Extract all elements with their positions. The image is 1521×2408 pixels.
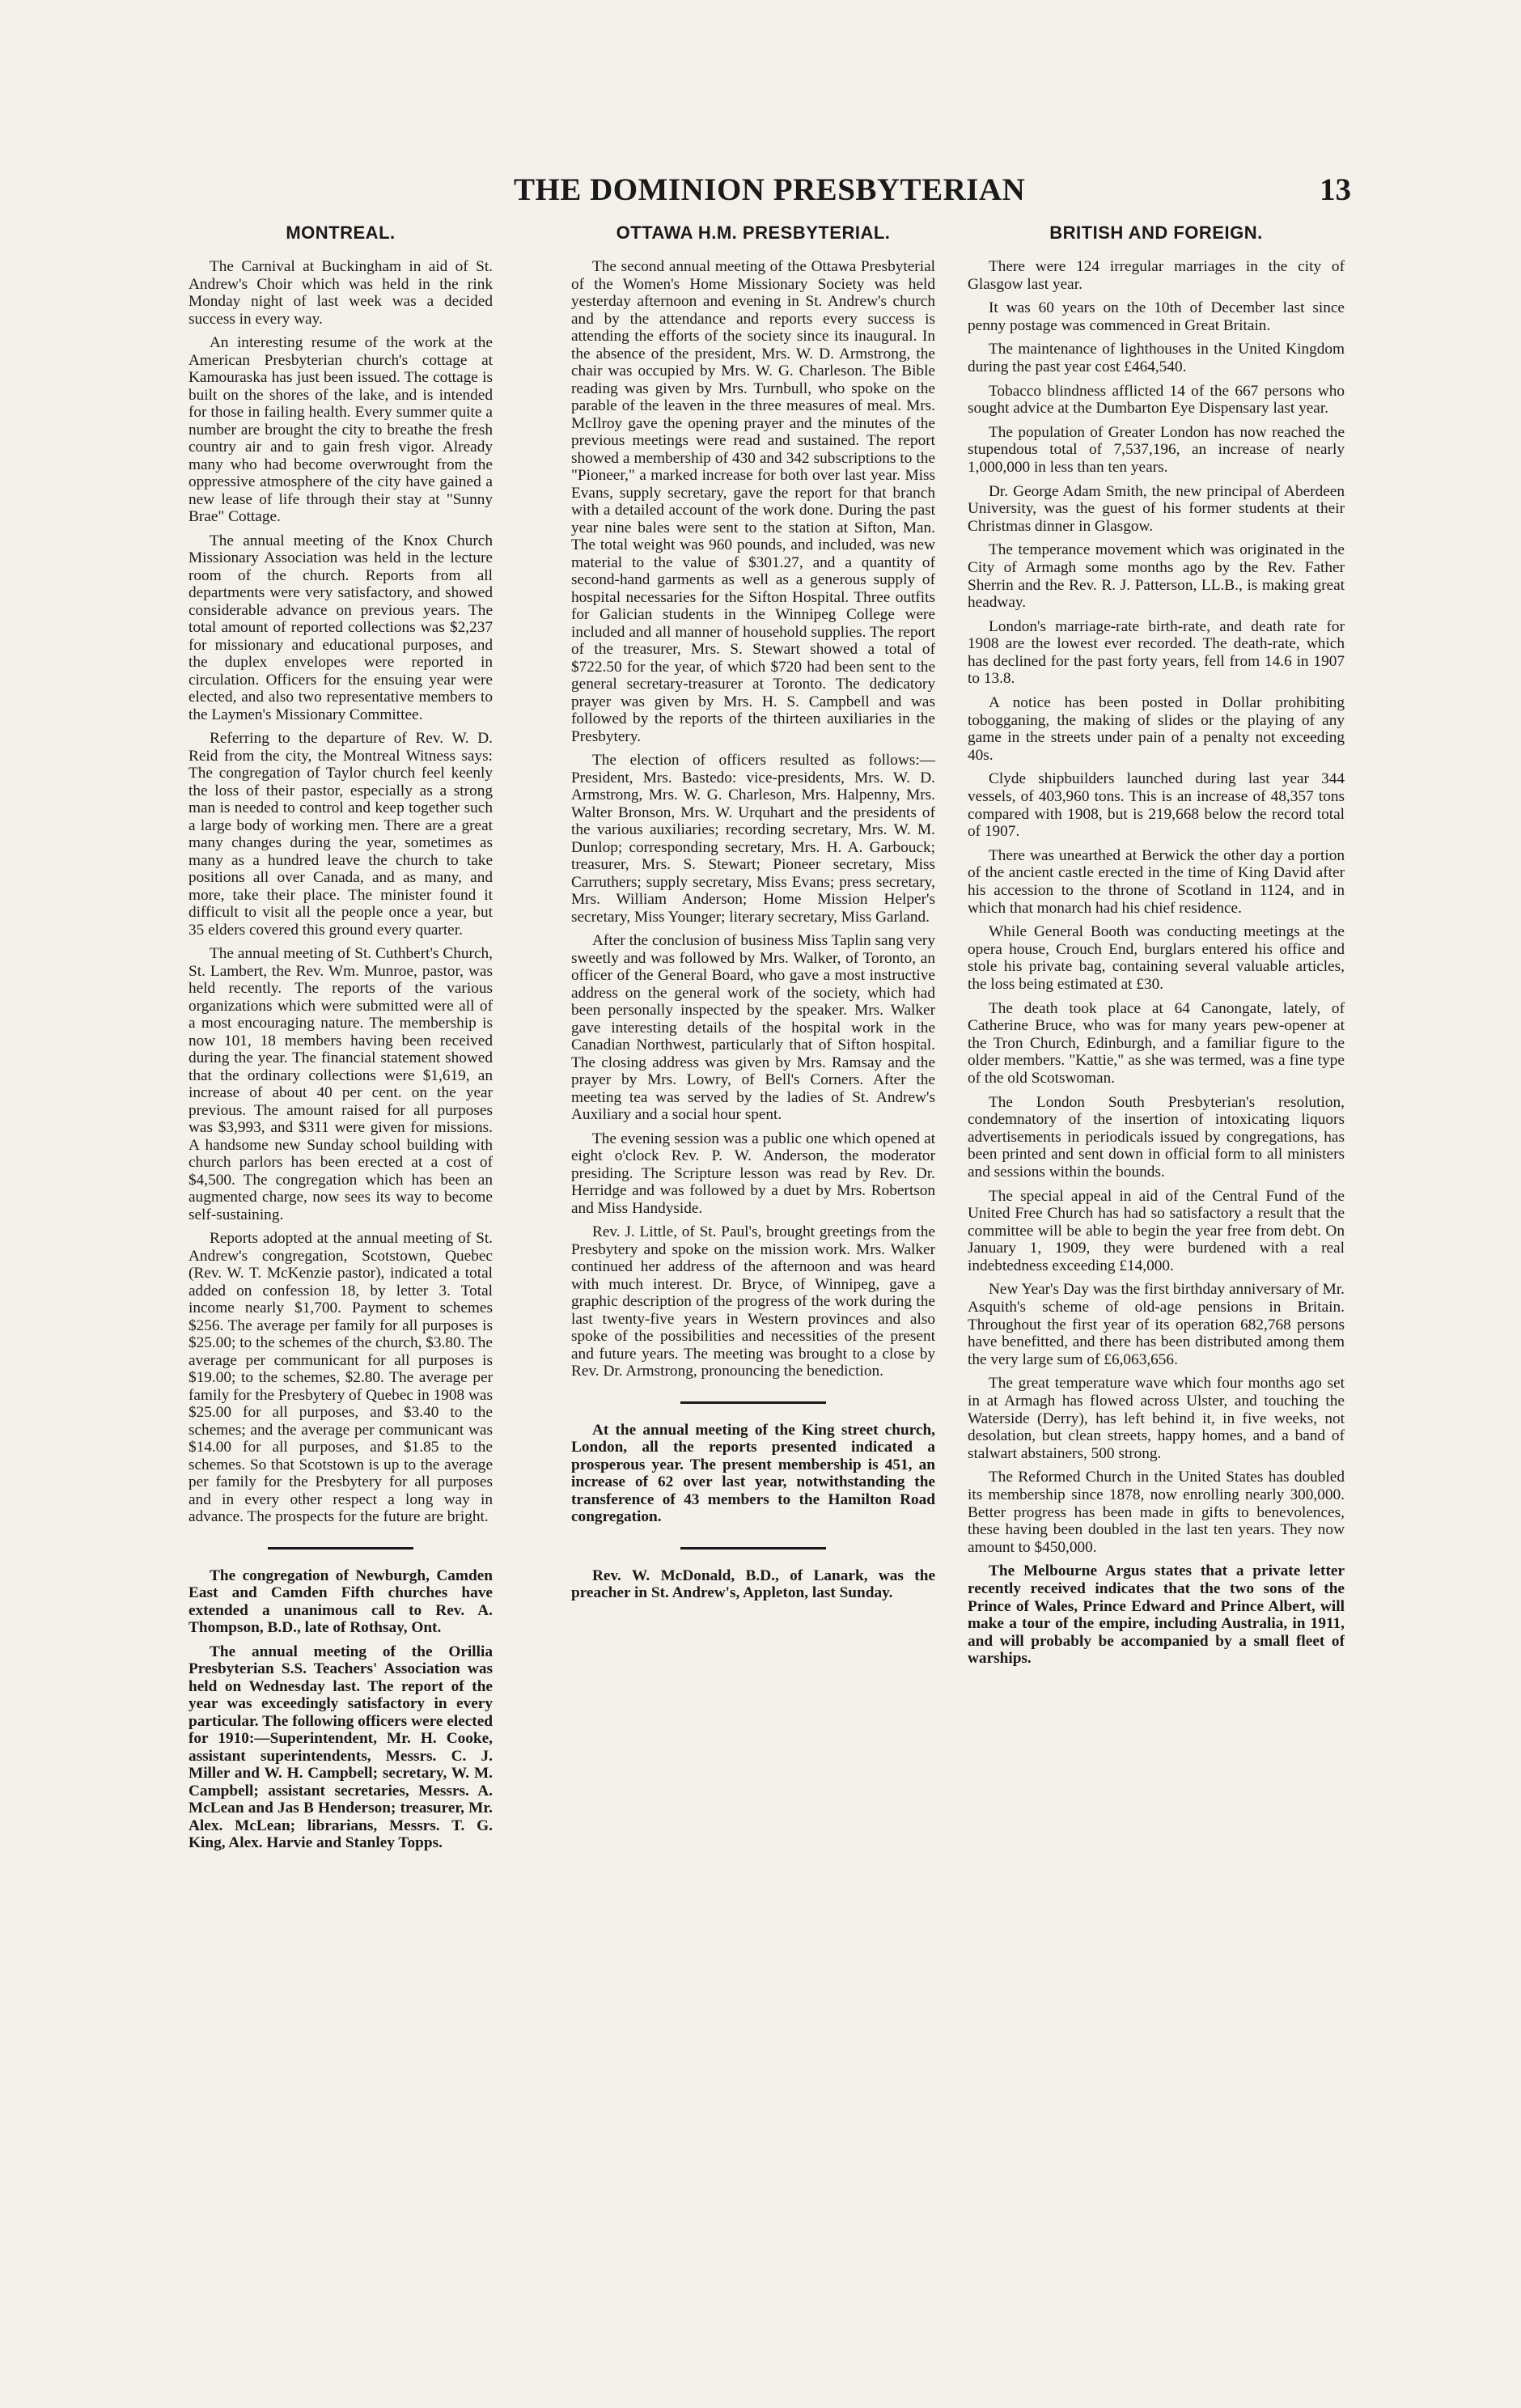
article-paragraph: The second annual meeting of the Ottawa Presbyterial of the Women's Home Missionary Society was held yesterday afternoon and evening in St. Andrew's church and by the attendance and reports every success is attending the efforts of the society since its inaugural. In the absence of the president, Mrs. W. D. Armstrong, the chair was occupied by Mrs. W. G. Charleson. The Bible reading was given by Mrs. Turnbull, who spoke on the parable of the leaven in the three measures of meal. Mrs. McIlroy gave the opening prayer and the minutes of the previous meetings were read and sustained. The report showed a membership of 430 and 342 subscriptions to the "Pioneer," a marked increase for both over last year. Miss Evans, supply secretary, gave the report for that branch with a detailed account of the work done. During the past year nine bales were sent to the station at Sifton, Man. The total weight was 960 pounds, and included, was new material to the value of $301.27, and a quantity of second-hand garments as well as a generous supply of hospital necessaries for the Sifton Hospital. Three outfits for Galician students in the Winnipeg College were included and all manner of household supplies. The report of the treasurer, Mrs. S. Stewart showed a total of $722.50 for the year, of which $720 had been sent to the general secretary-treasurer at Toronto. The dedicatory prayer was given by Mrs. H. S. Campbell and was followed by the reports of the thirteen auxiliaries in the Presbytery.: [571, 258, 935, 745]
article-paragraph: The annual meeting of St. Cuthbert's Church, St. Lambert, the Rev. Wm. Munroe, pastor, was held recently. The reports of the various organizations which were submitted were all of a most encouraging nature. The membership is now 101, 18 members having been received during the year. The financial statement showed that the ordinary collections were $1,619, an increase of about 40 per cent. on the year previous. The amount raised for all purposes was $3,993, and $311 were given for missions. A handsome new Sunday school building with church parlors has been erected at a cost of $4,500. The congregation which has been an augmented charge, now sees its way to become self-sustaining.: [189, 945, 493, 1223]
section-divider: [680, 1547, 826, 1550]
article-paragraph: The congregation of Newburgh, Camden East and Camden Fifth churches have extended a unanimous call to Rev. A. Thompson, B.D., late of Rothsay, Ont.: [189, 1566, 493, 1636]
article-paragraph: An interesting resume of the work at the American Presbyterian church's cottage at Kamouraska has just been issued. The cottage is built on the shores of the lake, and is intended for those in failing health. Every summer quite a number are brought the city to breathe the fresh country air and to gain fresh vigor. Already many who had become overwrought from the oppressive atmosphere of the city have gained a new lease of life through their stay at "Sunny Brae" Cottage.: [189, 334, 493, 525]
news-item: While General Booth was conducting meetings at the opera house, Crouch End, burglars entered his office and stole his private bag, containing several valuable articles, the loss being estimated at £30.: [968, 923, 1345, 993]
news-item: The temperance movement which was originated in the City of Armagh some months ago by the Rev. Father Sherrin and the Rev. R. J. Patterson, LL.B., is making great headway.: [968, 541, 1345, 612]
article-paragraph: At the annual meeting of the King street church, London, all the reports presented indicated a prosperous year. The present membership is 451, an increase of 62 over last year, notwithstanding the transference of 43 members to the Hamilton Road congregation.: [571, 1421, 935, 1525]
news-item: London's marriage-rate birth-rate, and death rate for 1908 are the lowest ever recorded. The death-rate, which has declined for the past forty years, fell from 14.6 in 1907 to 13.8.: [968, 617, 1345, 688]
section-divider: [680, 1401, 826, 1404]
news-item: The maintenance of lighthouses in the United Kingdom during the past year cost £464,540.: [968, 341, 1345, 375]
article-paragraph: The election of officers resulted as follows:—President, Mrs. Bastedo: vice-presidents, Mrs. W. D. Armstrong, Mrs. W. G. Charleson, Mrs. Halpenny, Mrs. Walter Bronson, Mrs. W. Urquhart and the presidents of the various auxiliaries; recording secretary, Mrs. W. M. Dunlop; corresponding secretary, Mrs. H. A. Garbouck; treasurer, Mrs. S. Stewart; Pioneer secretary, Miss Carruthers; supply secretary, Miss Evans; press secretary, Mrs. William Anderson; Home Mission Helper's secretary, Miss Younger; literary secretary, Miss Garland.: [571, 752, 935, 926]
section-heading: MONTREAL.: [286, 223, 396, 243]
news-item: The death took place at 64 Canongate, lately, of Catherine Bruce, who was for many years pew-opener at the Tron Church, Edinburgh, and a familiar figure to the older members. "Kattie," as she was termed, was a fine type of the old Scotswoman.: [968, 999, 1345, 1087]
news-item: The Melbourne Argus states that a private letter recently received indicates that the two sons of the Prince of Wales, Prince Edward and Prince Albert, will make a tour of the empire, including Australia, in 1911, and will probably be accompanied by a small fleet of warships.: [968, 1562, 1345, 1668]
section-divider: [268, 1547, 413, 1550]
news-item: New Year's Day was the first birthday anniversary of Mr. Asquith's scheme of old-age pensions in Britain. Throughout the first year of its operation 682,768 persons have benefitted, and there has been distributed among them the very large sum of £6,063,656.: [968, 1281, 1345, 1368]
news-item: The London South Presbyterian's resolution, condemnatory of the insertion of intoxicating liquors advertisements in periodicals issued by congregations, has been printed and sent down in official form to all ministers and sessions within the bounds.: [968, 1093, 1345, 1181]
news-item: A notice has been posted in Dollar prohibiting tobogganing, the making of slides or the playing of any game in the streets under pain of a penalty not exceeding 40s.: [968, 694, 1345, 764]
column-british-and-foreign: [968, 223, 1345, 2278]
news-item: The great temperature wave which four months ago set in at Armagh has flowed across Ulster, and touching the Waterside (Derry), has left behind it, in five weeks, not desolation, but clean streets, happy homes, and a band of stalwart abstainers, 500 strong.: [968, 1375, 1345, 1462]
article-paragraph: The annual meeting of the Knox Church Missionary Association was held in the lecture room of the church. Reports from all departments were very satisfactory, and showed considerable advance on previous years. The total amount of reported collections was $2,237 for missionary and educational purposes, and the duplex envelopes were reported in circulation. Officers for the ensuing year were elected, and also two representative members to the Laymen's Missionary Committee.: [189, 532, 493, 723]
article-paragraph: The evening session was a public one which opened at eight o'clock Rev. P. W. Anderson, the moderator presiding. The Scripture lesson was read by Rev. Dr. Herridge and was followed by a duet by Mrs. Robertson and Miss Handyside.: [571, 1130, 935, 1217]
news-item: There was unearthed at Berwick the other day a portion of the ancient castle erected in the time of King David after his accession to the throne of Scotland in 1124, and in which that monarch had his chief residence.: [968, 846, 1345, 917]
article-paragraph: Rev. J. Little, of St. Paul's, brought greetings from the Presbytery and spoke on the mission work. Mrs. Walker continued her address of the afternoon and was heard with much interest. Dr. Bryce, of Winnipeg, gave a graphic description of the progress of the work during the last twenty-five years in Western provinces and also spoke of the possibilities and necessities of the present and future years. The meeting was brought to a close by Rev. Dr. Armstrong, pronouncing the benediction.: [571, 1223, 935, 1380]
news-item: The population of Greater London has now reached the stupendous total of 7,537,196, an increase of nearly 1,000,000 in less than ten years.: [968, 423, 1345, 476]
article-paragraph: The annual meeting of the Orillia Presbyterian S.S. Teachers' Association was held on Wednesday last. The report of the year was exceedingly satisfactory in every particular. The following officers were elected for 1910:—Superintendent, Mr. H. Cooke, assistant superintendents, Messrs. C. J. Miller and W. H. Campbell; secretary, W. M. Campbell; assistant secretaries, Messrs. A. McLean and Jas B Henderson; treasurer, Mr. Alex. McLean; librarians, Messrs. T. G. King, Alex. Harvie and Stanley Topps.: [189, 1643, 493, 1851]
news-item: There were 124 irregular marriages in the city of Glasgow last year.: [968, 258, 1345, 293]
section-heading: BRITISH AND FOREIGN.: [1049, 223, 1263, 243]
section-heading: OTTAWA H.M. PRESBYTERIAL.: [616, 223, 891, 243]
article-paragraph: Referring to the departure of Rev. W. D. Reid from the city, the Montreal Witness says: The congregation of Taylor church feel keenly the loss of their pastor, especially as a strong man is needed to control and keep together such a large body of working men. There are a great many changes during the year, sometimes as many as a hundred leave the church to take positions all over Canada, and as many, and more, take their place. The minister found it difficult to visit all the people once a year, but 35 elders covered this ground every quarter.: [189, 730, 493, 939]
publication-title: THE DOMINION PRESBYTERIAN: [514, 172, 1026, 207]
article-paragraph: The Carnival at Buckingham in aid of St. Andrew's Choir which was held in the rink Monday night of last week was a decided success in every way.: [189, 258, 493, 328]
news-item: The special appeal in aid of the Central Fund of the United Free Church has had so satisfactory a result that the committee will be able to begin the year free from debt. On January 1, 1909, they were burdened with a real indebtedness exceeding £14,000.: [968, 1187, 1345, 1274]
article-paragraph: Reports adopted at the annual meeting of St. Andrew's congregation, Scotstown, Quebec (Rev. W. T. McKenzie pastor), indicated a total added on confession 18, by letter 3. Total income nearly $1,700. Payment to schemes $256. The average per family for all purposes is $25.00; to the schemes of the church, $3.80. The average per communicant for all purposes is $19.00; to the schemes, $2.80. The average per family for the Presbytery of Quebec in 1908 was $25.00 for all purposes, and $3.40 to the schemes; and the average per communicant was $14.00 for all purposes, and $1.85 to the schemes. So that Scotstown is up to the average per family for the Presbytery for all purposes and in every other respect a long way in advance. The prospects for the future are bright.: [189, 1230, 493, 1525]
news-item: It was 60 years on the 10th of December last since penny postage was commenced in Great Britain.: [968, 299, 1345, 334]
news-item: Tobacco blindness afflicted 14 of the 667 persons who sought advice at the Dumbarton Eye Dispensary last year.: [968, 382, 1345, 418]
article-paragraph: After the conclusion of business Miss Taplin sang very sweetly and was followed by Mrs. Walker, of Toronto, an officer of the General Board, who gave a most instructive address on the general work of the society, which had been personally inspected by the speaker. Mrs. Walker gave interesting details of the hospital work in the Canadian Northwest, particularly that of Sifton hospital. The closing address was given by Mrs. Ramsay and the prayer by Mrs. Lowry, of Bell's Corners. After the meeting tea was served by the ladies of St. Andrew's Auxiliary and a social hour spent.: [571, 932, 935, 1123]
column-montreal: [189, 223, 493, 2278]
news-item: The Reformed Church in the United States has doubled its membership since 1878, now enrolling nearly 300,000. Better progress has been made in gifts to benevolences, these having been doubled in the last ten years. They now amount to $450,000.: [968, 1469, 1345, 1556]
masthead: [307, 172, 1351, 220]
news-item: Dr. George Adam Smith, the new principal of Aberdeen University, was the guest of his former students at their Christmas dinner in Glasgow.: [968, 482, 1345, 535]
page-number: 13: [1320, 172, 1351, 207]
news-item: Clyde shipbuilders launched during last year 344 vessels, of 403,960 tons. This is an increase of 48,357 tons compared with 1908, but is 219,668 below the record total of 1907.: [968, 770, 1345, 841]
column-ottawa: [571, 223, 935, 2278]
article-paragraph: Rev. W. McDonald, B.D., of Lanark, was the preacher in St. Andrew's, Appleton, last Sunday.: [571, 1566, 935, 1601]
